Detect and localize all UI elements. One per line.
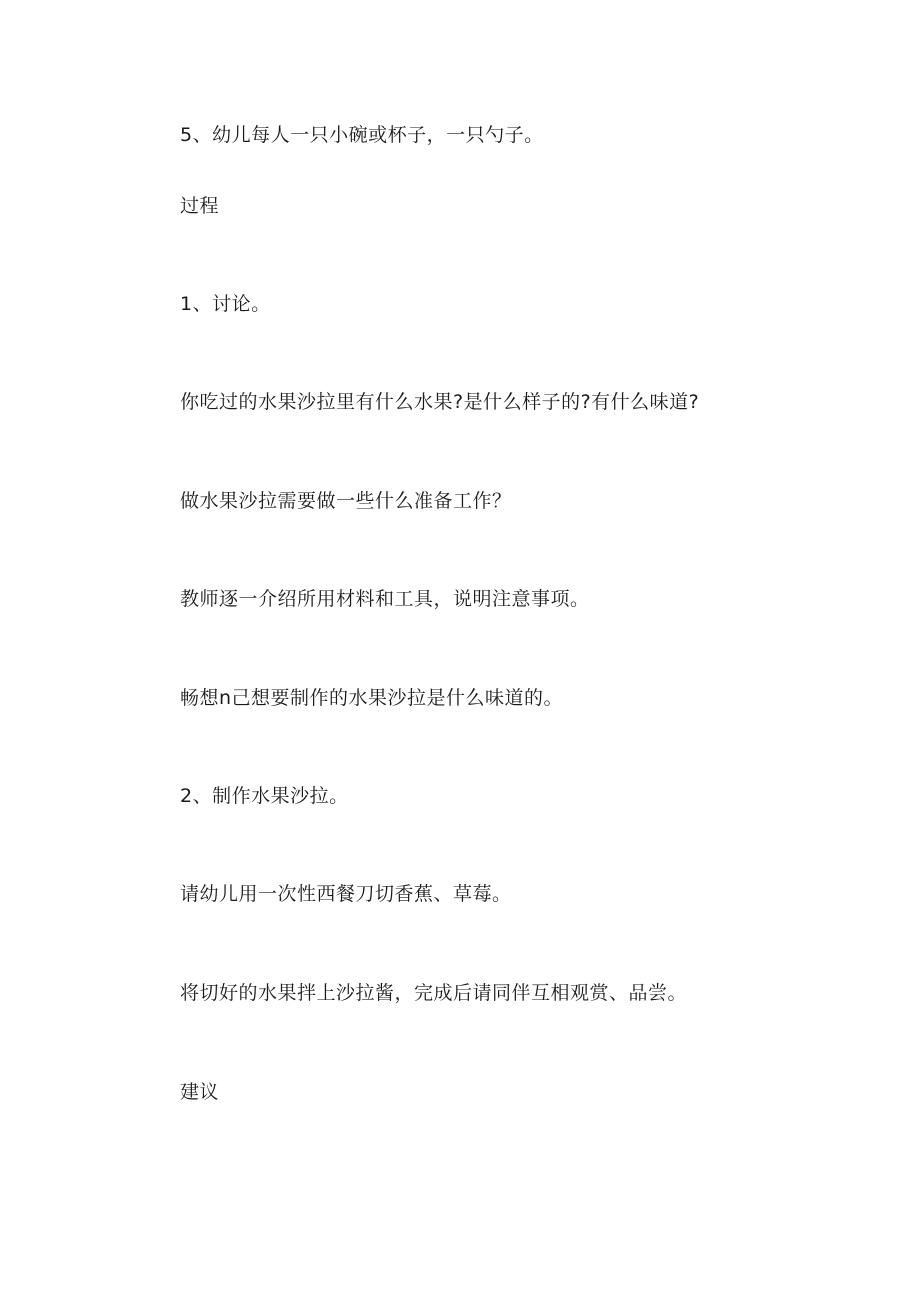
imagine-flavor: 畅想n己想要制作的水果沙拉是什么味道的。 — [180, 687, 564, 709]
section-heading-suggestion: 建议 — [180, 1081, 220, 1103]
mixing-instruction: 将切好的水果拌上沙拉酱，完成后请同伴互相观赏、品尝。 — [180, 982, 688, 1004]
teacher-introduction: 教师逐一介绍所用材料和工具，说明注意事项。 — [180, 588, 590, 610]
discussion-question-2: 做水果沙拉需要做一些什么准备工作？ — [180, 490, 512, 512]
material-item-5: 5、幼儿每人一只小碗或杯子，一只勺子。 — [180, 124, 544, 146]
step-2-heading: 2、制作水果沙拉。 — [180, 785, 349, 807]
step-1-heading: 1、讨论。 — [180, 293, 271, 315]
discussion-question-1: 你吃过的水果沙拉里有什么水果?是什么样子的?有什么味道? — [180, 391, 700, 413]
section-heading-process: 过程 — [180, 195, 220, 217]
cutting-instruction: 请幼儿用一次性西餐刀切香蕉、草莓。 — [180, 883, 512, 905]
